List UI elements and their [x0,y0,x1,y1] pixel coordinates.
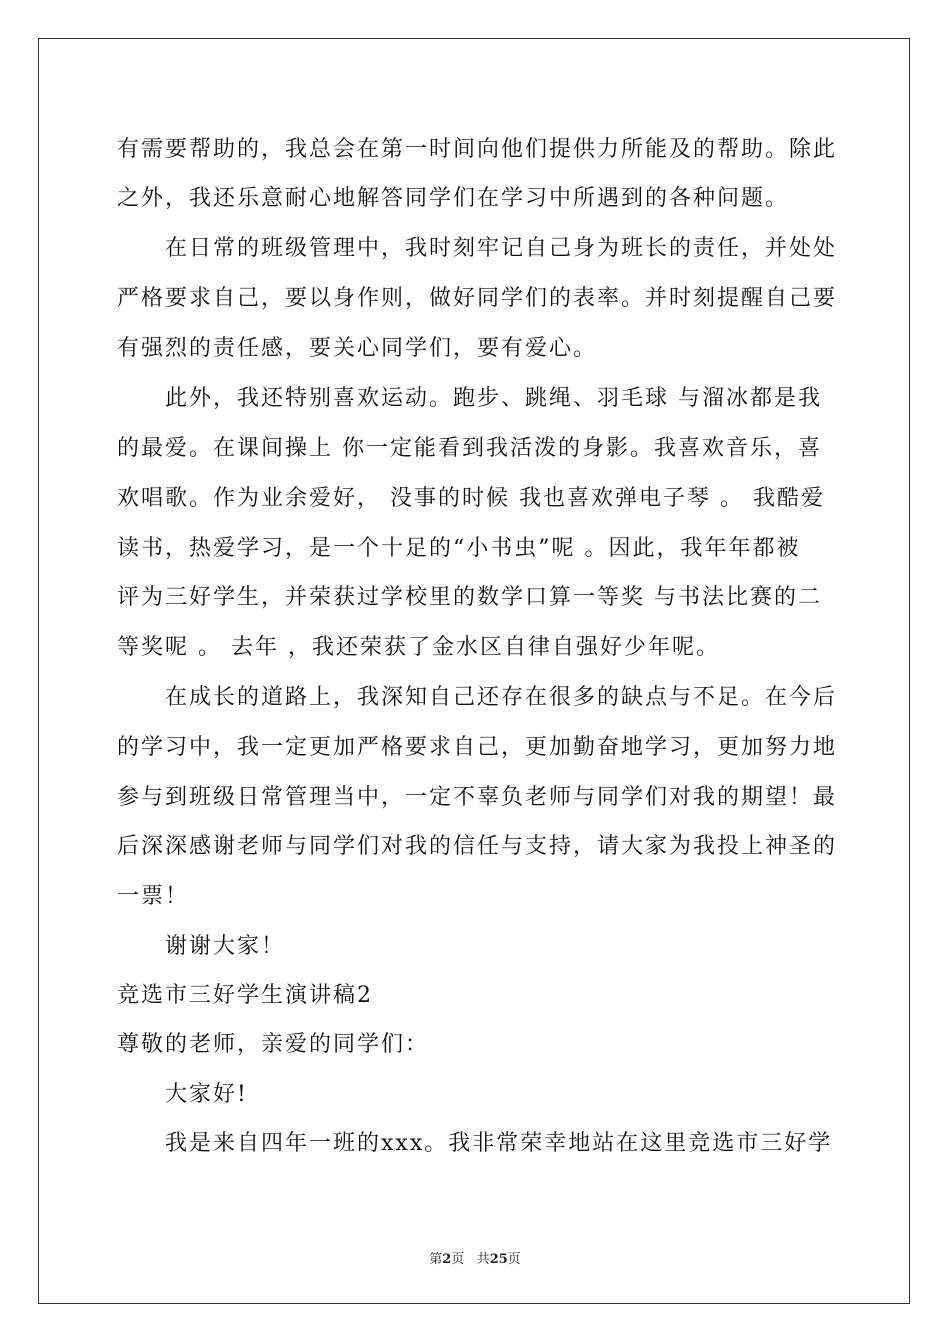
text-line: 一票！ [117,884,190,909]
text-line: 之外，我还乐意耐心地解答同学们在学习中所遇到的各种问题。 [117,186,790,211]
section-heading: 竞选市三好学生演讲稿2 [117,983,373,1008]
text-line: 评为三好学生，并荣获过学校里的数学口算一等奖 与书法比赛的二 [117,585,822,610]
text-line: 有强烈的责任感，要关心同学们，要有爱心。 [117,336,598,361]
page-prefix: 第 [429,1252,443,1267]
text-line: 谢谢大家！ [165,934,286,959]
salutation: 尊敬的老师，亲爱的同学们： [117,1032,430,1057]
text-line: 后深深感谢老师与同学们对我的信任与支持，请大家为我投上神圣的 [117,834,838,859]
page-footer [0,1248,950,1267]
page-border [38,38,910,1304]
text-line: 我是来自四年一班的xxx。我非常荣幸地站在这里竞选市三好学 [165,1131,833,1156]
total-suffix: 页 [507,1252,521,1267]
text-line: 有需要帮助的，我总会在第一时间向他们提供力所能及的帮助。除此 [117,137,838,162]
page-number: 2 [442,1252,452,1267]
text-line: 的学习中，我一定更加严格要求自己，更加勤奋地学习，更加努力地 [117,735,838,760]
text-line: 严格要求自己，要以身作则，做好同学们的表率。并时刻提醒自己要 [117,286,838,311]
total-pages: 25 [489,1252,508,1267]
text-line: 欢唱歌。作为业余爱好， 没事的时候 我也喜欢弹电子琴 。 我酷爱 [117,486,825,511]
text-line: 等奖呢 。 去年 ，我还荣获了金水区自律自强好少年呢。 [117,635,720,660]
total-prefix: 共 [476,1252,490,1267]
greeting: 大家好! [165,1082,248,1107]
text-line: 此外，我还特别喜欢运动。跑步、跳绳、羽毛球 与溜冰都是我 [165,386,822,411]
page-suffix: 页 [451,1252,465,1267]
text-line: 参与到班级日常管理当中，一定不辜负老师与同学们对我的期望！最 [117,785,838,810]
text-line: 的最爱。在课间操上 你一定能看到我活泼的身影。我喜欢音乐，喜 [117,436,822,461]
text-line: 在成长的道路上，我深知自己还存在很多的缺点与不足。在今后 [165,685,838,710]
text-line: 在日常的班级管理中，我时刻牢记自己身为班长的责任，并处处 [165,236,838,261]
text-line: 读书，热爱学习，是一个十足的“小书虫”呢 。因此，我年年都被 [117,536,801,561]
